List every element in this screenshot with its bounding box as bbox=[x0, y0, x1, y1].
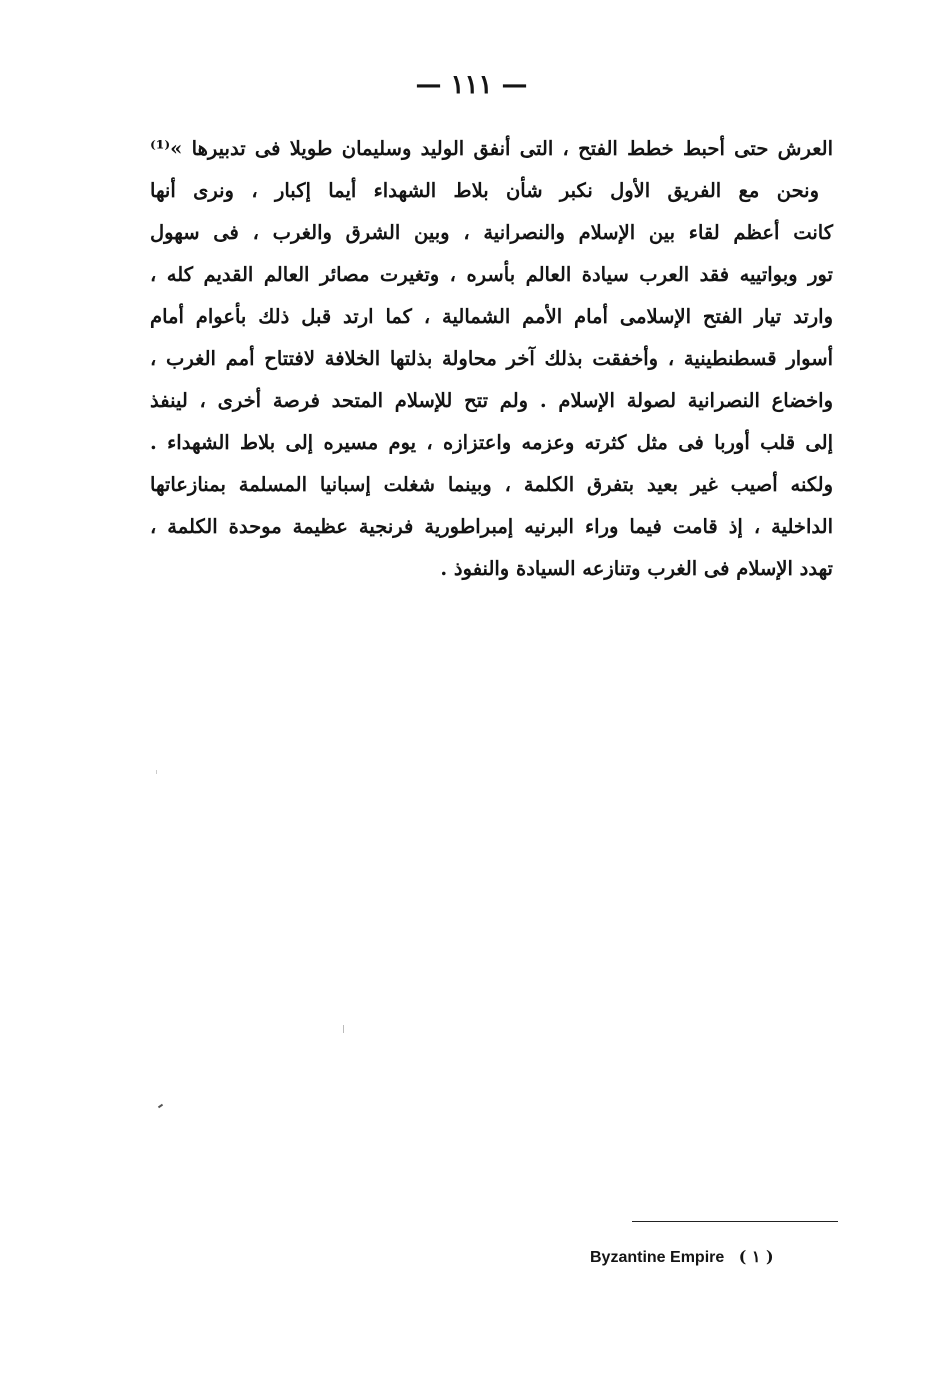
footnote-marker: ( ١ ) bbox=[738, 1247, 774, 1266]
text-line: كانت أعظم لقاء بين الإسلام والنصرانية ، وبين الشرق والغرب ، فى سهول bbox=[150, 221, 833, 244]
body-text bbox=[150, 128, 833, 590]
text-line: العرش حتى أحبط خطط الفتح ، التى أنفق الوليد وسليمان طويلا فى تدبيرها »⁽¹⁾ bbox=[150, 137, 833, 160]
footnote bbox=[590, 1247, 830, 1267]
text-line: ولكنه أصيب غير بعيد بتفرق الكلمة ، وبينما شغلت إسبانيا المسلمة بمنازعاتها bbox=[150, 473, 833, 496]
text-line: واخضاع النصرانية لصولة الإسلام . ولم تتح للإسلام المتحد فرصة أخرى ، لينفذ bbox=[150, 389, 833, 412]
text-line: وارتد تيار الفتح الإسلامى أمام الأمم الشمالية ، كما ارتد قبل ذلك بأعوام أمام bbox=[150, 305, 833, 328]
footnote-divider bbox=[632, 1221, 838, 1222]
text-line: تور وبواتييه فقد العرب سيادة العالم بأسره ، وتغيرت مصائر العالم القديم كله ، bbox=[150, 263, 833, 286]
footnote-text: Byzantine Empire bbox=[590, 1249, 725, 1266]
scan-speck bbox=[156, 770, 157, 774]
text-line: أسوار قسطنطينية ، وأخفقت بذلك آخر محاولة بذلتها الخلافة لافتتاح أمم الغرب ، bbox=[150, 347, 833, 370]
text-line: ونحن مع الفريق الأول نكبر شأن بلاط الشهداء أيما إكبار ، ونرى أنها bbox=[150, 179, 819, 202]
text-line: الداخلية ، إذ قامت فيما وراء البرنيه إمبراطورية فرنجية عظيمة موحدة الكلمة ، bbox=[150, 515, 833, 538]
scan-speck bbox=[343, 1025, 344, 1033]
page-number: — ١١١ — bbox=[415, 70, 528, 100]
scan-speck bbox=[158, 1104, 163, 1109]
text-line: إلى قلب أوربا فى مثل كثرته وعزمه واعتزازه ، يوم مسيره إلى بلاط الشهداء . bbox=[150, 431, 833, 454]
text-line: تهدد الإسلام فى الغرب وتنازعه السيادة والنفوذ . bbox=[440, 557, 833, 580]
